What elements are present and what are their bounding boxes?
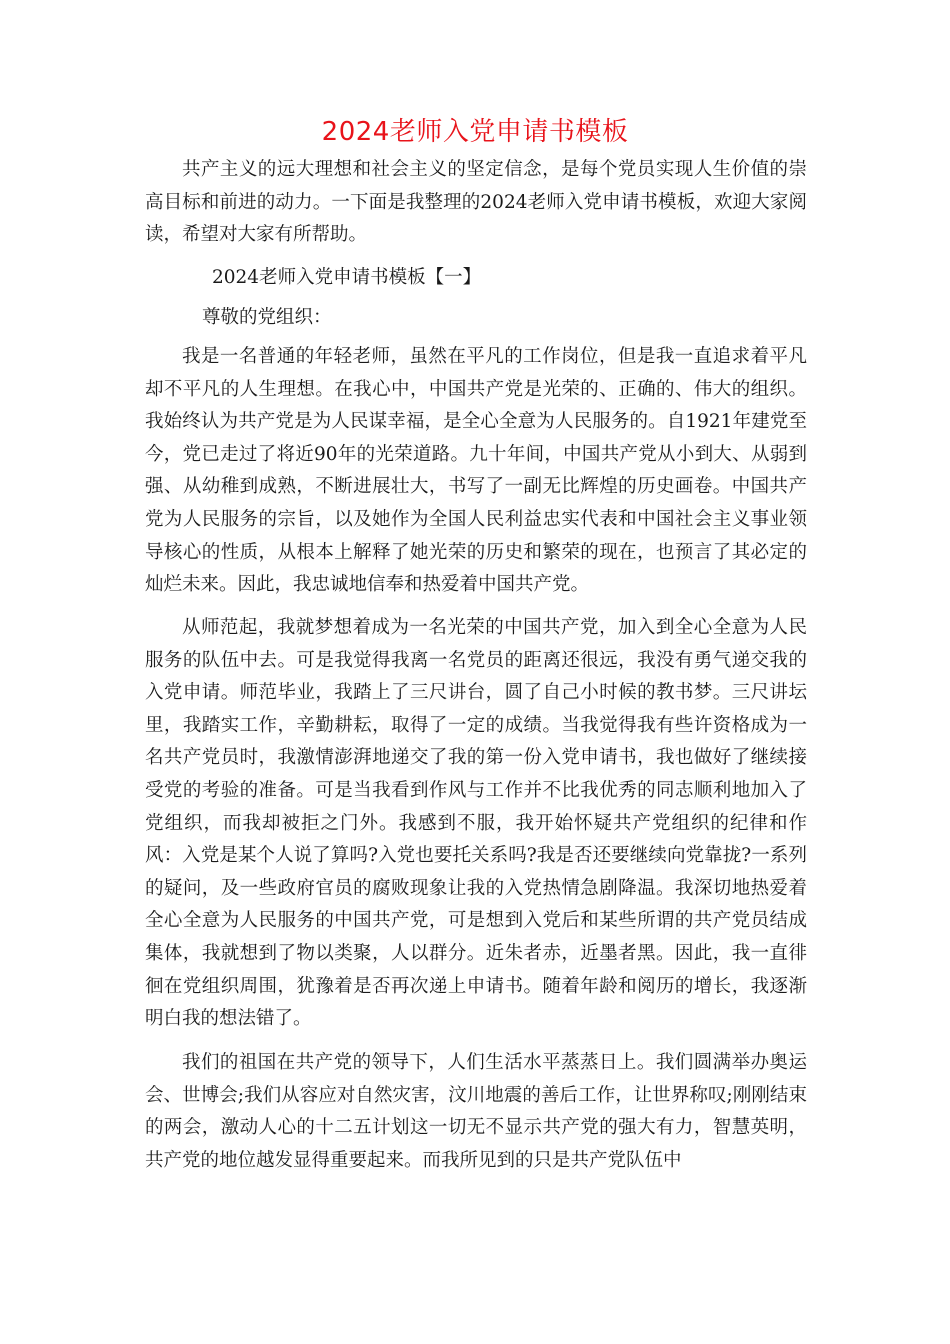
body-paragraph-1: 我是一名普通的年轻老师，虽然在平凡的工作岗位，但是我一直追求着平凡却不平凡的人生理想。在我心中，中国共产党是光荣的、正确的、伟大的组织。我始终认为共产党是为人民谋幸福，是全心全意为人民服务的。自1921年建党至今，党已走过了将近90年的光荣道路。九十年间，中国共产党从小到大、从弱到强、从幼稚到成熟，不断进展壮大，书写了一副无比辉煌的历史画卷。中国共产党为人民服务的宗旨，以及她作为全国人民利益忠实代表和中国社会主义事业领导核心的性质，从根本上解释了她光荣的历史和繁荣的现在，也预言了其必定的灿烂未来。因此，我忠诚地信奉和热爱着中国共产党。: [145, 346, 807, 596]
section-heading: 2024老师入党申请书模板【一】: [212, 267, 482, 288]
document-title: 2024老师入党申请书模板: [321, 117, 629, 147]
body-paragraph-3: 我们的祖国在共产党的领导下，人们生活水平蒸蒸日上。我们圆满举办奥运会、世博会;我们从容应对自然灾害，汶川地震的善后工作，让世界称叹;刚刚结束的两会，激动人心的十二五计划这一切无不显示共产党的强大有力，智慧英明，共产党的地位越发显得重要起来。而我所见到的只是共产党队伍中: [145, 1052, 807, 1171]
intro-paragraph: 共产主义的远大理想和社会主义的坚定信念，是每个党员实现人生价值的崇高目标和前进的动力。一下面是我整理的2024老师入党申请书模板，欢迎大家阅读，希望对大家有所帮助。: [145, 159, 807, 246]
salutation: 尊敬的党组织：: [202, 307, 332, 328]
body-paragraph-2: 从师范起，我就梦想着成为一名光荣的中国共产党，加入到全心全意为人民服务的队伍中去。可是我觉得我离一名党员的距离还很远，我没有勇气递交我的入党申请。师范毕业，我踏上了三尺讲台，圆了自己小时候的教书梦。三尺讲坛里，我踏实工作，辛勤耕耘，取得了一定的成绩。当我觉得我有些许资格成为一名共产党员时，我激情澎湃地递交了我的第一份入党申请书，我也做好了继续接受党的考验的准备。可是当我看到作风与工作并不比我优秀的同志顺利地加入了党组织，而我却被拒之门外。我感到不服，我开始怀疑共产党组织的纪律和作风：入党是某个人说了算吗?入党也要托关系吗?我是否还要继续向党靠拢?一系列的疑问，及一些政府官员的腐败现象让我的入党热情急剧降温。我深切地热爱着全心全意为人民服务的中国共产党，可是想到入党后和某些所谓的共产党员结成集体，我就想到了物以类聚，人以群分。近朱者赤，近墨者黑。因此，我一直徘徊在党组织周围，犹豫着是否再次递上申请书。随着年龄和阅历的增长，我逐渐明白我的想法错了。: [145, 617, 807, 1030]
